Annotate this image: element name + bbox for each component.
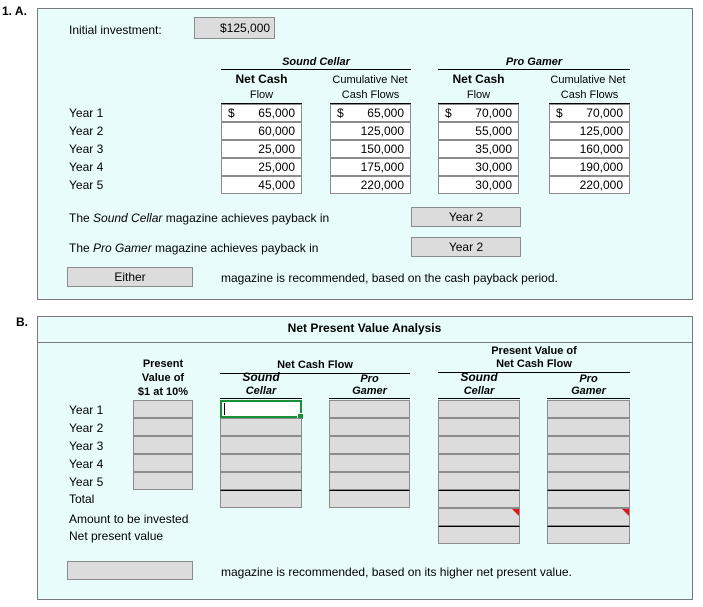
sc-cum-cell[interactable]	[330, 104, 411, 122]
pg-cum-value: 220,000	[579, 178, 623, 192]
payback-pg-sentence	[69, 240, 318, 256]
sc-flow-value: 25,000	[258, 160, 295, 174]
pvncf-pg-npv[interactable]	[547, 526, 630, 544]
sc-flow-cell[interactable]	[221, 104, 302, 122]
ncf-pg-h2: Gamer	[329, 385, 410, 399]
ncf-sc-input-active[interactable]	[220, 400, 302, 418]
ncf-sc-input[interactable]	[220, 454, 302, 472]
currency-symbol: $	[556, 106, 563, 120]
pvncf-sc-input[interactable]	[438, 400, 520, 418]
pg-cum-value: 70,000	[586, 106, 623, 120]
pvncf-pg-input[interactable]	[547, 454, 630, 472]
recommend-a-text: magazine is recommended, based on the cash payback period.	[221, 271, 558, 285]
recommend-b-input[interactable]	[67, 561, 193, 580]
sc-cum-value: 220,000	[360, 178, 404, 192]
ncf-sc-input[interactable]	[220, 418, 302, 436]
pvncf-sc-npv[interactable]	[438, 526, 520, 544]
sc-cum-value: 150,000	[360, 142, 404, 156]
sc-cum-cell[interactable]	[330, 140, 411, 158]
ncf-sc-h1: Sound	[242, 370, 280, 384]
currency-symbol: $	[445, 106, 452, 120]
pvncf-sc-input[interactable]	[438, 454, 520, 472]
comment-flag-icon[interactable]	[512, 509, 519, 516]
pvncf-title1: Present Value of	[491, 345, 577, 357]
pg-flow-cell[interactable]	[438, 104, 519, 122]
part-b-title-divider	[37, 342, 692, 343]
pg-flow-value: 55,000	[475, 124, 512, 138]
initial-investment-value: $125,000	[220, 21, 271, 35]
amount-invested-label: Amount to be invested	[69, 512, 189, 526]
pvncf-pg-h2: Gamer	[547, 385, 630, 399]
pg-cum-cell[interactable]	[549, 140, 630, 158]
b-year-label: Year 1	[69, 403, 104, 417]
sc-flow-cell[interactable]	[221, 140, 302, 158]
sc-flow-value: 25,000	[258, 142, 295, 156]
comment-flag-icon[interactable]	[622, 509, 629, 516]
pvncf-pg-input[interactable]	[547, 436, 630, 454]
payback-sc-pre: The	[69, 211, 94, 225]
section-label-a: 1. A.	[2, 4, 27, 18]
sc-cum-value: 125,000	[360, 124, 404, 138]
a-year-label: Year 1	[69, 106, 104, 120]
ncf-pg-total[interactable]	[329, 490, 410, 508]
sc-cum-value: 65,000	[367, 106, 404, 120]
a-year-label: Year 5	[69, 178, 104, 192]
sc-flow-header: Flow	[221, 88, 302, 104]
pg-cum-cell[interactable]	[549, 122, 630, 140]
pv-factor-h2: Value of	[141, 372, 185, 384]
npv-label: Net present value	[69, 529, 164, 543]
ncf-title: Net Cash Flow	[220, 358, 410, 374]
pvncf-sc-input[interactable]	[438, 418, 520, 436]
pg-cum-value: 125,000	[579, 124, 623, 138]
pg-cum-value: 190,000	[579, 160, 623, 174]
sc-netcash-header: Net Cash	[235, 72, 288, 86]
pg-cumulative-header: Cumulative Net	[550, 74, 626, 86]
pvncf-sc-invested[interactable]	[438, 508, 520, 526]
sc-cum-cell[interactable]	[330, 122, 411, 140]
pv-factor-input[interactable]	[133, 418, 193, 436]
ncf-sc-h2: Cellar	[220, 385, 302, 399]
payback-sc-name: Sound Cellar	[93, 211, 163, 225]
total-label: Total	[69, 492, 95, 506]
sc-cum-cell[interactable]	[330, 158, 411, 176]
b-year-label: Year 4	[69, 457, 104, 471]
payback-pg-input[interactable]	[411, 237, 521, 257]
sc-flow-value: 45,000	[258, 178, 295, 192]
pg-cum-cell[interactable]	[549, 176, 630, 194]
npv-title: Net Present Value Analysis	[287, 321, 442, 335]
payback-pg-post: magazine achieves payback in	[151, 241, 319, 255]
pg-netcash-header: Net Cash	[452, 72, 505, 86]
sc-flow-cell[interactable]	[221, 122, 302, 140]
a-year-label: Year 4	[69, 160, 104, 174]
initial-investment-label: Initial investment:	[69, 23, 162, 37]
pvncf-pg-invested[interactable]	[547, 508, 630, 526]
recommend-a-input[interactable]	[67, 267, 193, 287]
pg-flow-cell[interactable]	[438, 176, 519, 194]
section-label-b: B.	[16, 315, 28, 329]
pg-cum-cell[interactable]	[549, 104, 630, 122]
pg-flow-value: 35,000	[475, 142, 512, 156]
pro-gamer-title: Pro Gamer	[438, 56, 630, 70]
sc-flow-value: 65,000	[258, 106, 295, 120]
pv-factor-input[interactable]	[133, 436, 193, 454]
recommend-b-text: magazine is recommended, based on its higher net present value.	[221, 565, 572, 579]
b-year-label: Year 2	[69, 421, 104, 435]
pvncf-pg-input[interactable]	[547, 418, 630, 436]
pvncf-pg-input[interactable]	[547, 400, 630, 418]
recommend-a-value: Either	[114, 270, 146, 284]
pg-flow-cell[interactable]	[438, 140, 519, 158]
currency-symbol: $	[228, 106, 235, 120]
payback-pg-value: Year 2	[448, 240, 484, 254]
pvncf-pg-input[interactable]	[547, 472, 630, 490]
pv-factor-input[interactable]	[133, 400, 193, 418]
ncf-sc-total[interactable]	[220, 490, 302, 508]
pg-flow-value: 30,000	[475, 178, 512, 192]
pv-factor-input[interactable]	[133, 472, 193, 490]
payback-pg-name: Pro Gamer	[93, 241, 152, 255]
sc-cum-cell[interactable]	[330, 176, 411, 194]
pv-factor-h3: $1 at 10%	[133, 385, 193, 401]
ncf-pg-input[interactable]	[329, 436, 410, 454]
sound-cellar-title: Sound Cellar	[221, 56, 411, 70]
pvncf-sc-h1: Sound	[460, 370, 498, 384]
b-year-label: Year 5	[69, 475, 104, 489]
sc-flow-cell[interactable]	[221, 176, 302, 194]
pvncf-sc-input[interactable]	[438, 472, 520, 490]
a-year-label: Year 2	[69, 124, 104, 138]
pv-factor-h1: Present	[142, 358, 184, 370]
initial-investment-cell[interactable]	[194, 17, 275, 39]
pg-cum-value: 160,000	[579, 142, 623, 156]
pg-cum-cell[interactable]	[549, 158, 630, 176]
sc-cumulative-header: Cumulative Net	[332, 74, 408, 86]
ncf-pg-input[interactable]	[329, 472, 410, 490]
pvncf-sc-h2: Cellar	[438, 385, 520, 399]
sc-flow-cell[interactable]	[221, 158, 302, 176]
ncf-pg-h1: Pro	[360, 373, 379, 385]
ncf-sc-input[interactable]	[220, 472, 302, 490]
payback-pg-pre: The	[69, 241, 94, 255]
pg-flow-cell[interactable]	[438, 122, 519, 140]
pg-flow-value: 70,000	[475, 106, 512, 120]
pvncf-title2: Net Cash Flow	[438, 357, 630, 373]
payback-sc-value: Year 2	[448, 210, 484, 224]
pvncf-sc-input[interactable]	[438, 436, 520, 454]
pg-cashflows-header: Cash Flows	[549, 88, 630, 104]
a-year-label: Year 3	[69, 142, 104, 156]
b-year-label: Year 3	[69, 439, 104, 453]
ncf-pg-input[interactable]	[329, 400, 410, 418]
payback-sc-input[interactable]	[411, 207, 521, 227]
payback-sc-post: magazine achieves payback in	[162, 211, 330, 225]
pvncf-pg-total[interactable]	[547, 490, 630, 508]
payback-sc-sentence	[69, 210, 329, 226]
sc-cum-value: 175,000	[360, 160, 404, 174]
pg-flow-value: 30,000	[475, 160, 512, 174]
pv-factor-input[interactable]	[133, 454, 193, 472]
pg-flow-header: Flow	[438, 88, 519, 104]
sc-flow-value: 60,000	[258, 124, 295, 138]
ncf-pg-input[interactable]	[329, 454, 410, 472]
pg-flow-cell[interactable]	[438, 158, 519, 176]
sc-cashflows-header: Cash Flows	[330, 88, 411, 104]
ncf-pg-input[interactable]	[329, 418, 410, 436]
text-cursor	[224, 403, 225, 415]
currency-symbol: $	[337, 106, 344, 120]
pvncf-pg-h1: Pro	[579, 373, 598, 385]
ncf-sc-input[interactable]	[220, 436, 302, 454]
pvncf-sc-total[interactable]	[438, 490, 520, 508]
